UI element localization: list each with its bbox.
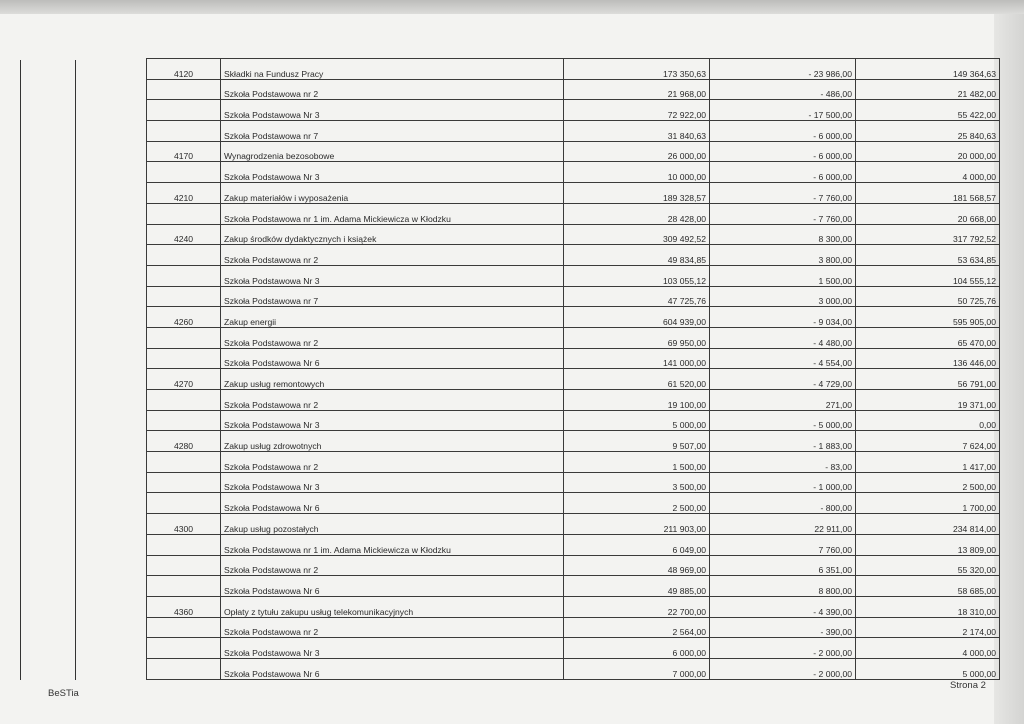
amount-before: 49 885,00 [564,576,710,597]
scan-top-shadow [0,0,1024,14]
table-row [147,307,1000,328]
item-name: Składki na Fundusz Pracy [221,59,564,80]
table-row [147,390,1000,411]
amount-before: 69 950,00 [564,327,710,348]
table-row [147,141,1000,162]
paragraph-code: 4260 [147,307,221,328]
table-row [147,183,1000,204]
table-row [147,224,1000,245]
paragraph-code [147,100,221,121]
table-row [147,658,1000,679]
amount-after: 19 371,00 [856,390,1000,411]
amount-before: 103 055,12 [564,265,710,286]
amount-change: - 6 000,00 [710,141,856,162]
item-name: Szkoła Podstawowa nr 1 im. Adama Mickiewicza w Kłodzku [221,534,564,555]
amount-after: 20 668,00 [856,203,1000,224]
amount-after: 104 555,12 [856,265,1000,286]
amount-change: 3 800,00 [710,245,856,266]
amount-after: 595 905,00 [856,307,1000,328]
amount-after: 1 417,00 [856,452,1000,473]
table-row [147,162,1000,183]
paragraph-code: 4360 [147,596,221,617]
item-name: Szkoła Podstawowa nr 7 [221,286,564,307]
table-row [147,596,1000,617]
amount-before: 5 000,00 [564,410,710,431]
amount-change: - 4 390,00 [710,596,856,617]
item-name: Zakup materiałów i wyposażenia [221,183,564,204]
item-name: Szkoła Podstawowa Nr 3 [221,100,564,121]
amount-after: 55 422,00 [856,100,1000,121]
budget-table-body [147,59,1000,680]
paragraph-code [147,79,221,100]
item-name: Szkoła Podstawowa Nr 3 [221,638,564,659]
amount-before: 7 000,00 [564,658,710,679]
table-row [147,369,1000,390]
table-row [147,555,1000,576]
amount-change: - 6 000,00 [710,121,856,142]
item-name: Szkoła Podstawowa nr 2 [221,617,564,638]
amount-after: 0,00 [856,410,1000,431]
amount-before: 211 903,00 [564,514,710,535]
paragraph-code: 4300 [147,514,221,535]
amount-after: 53 634,85 [856,245,1000,266]
amount-change: - 5 000,00 [710,410,856,431]
amount-change: - 9 034,00 [710,307,856,328]
item-name: Wynagrodzenia bezosobowe [221,141,564,162]
amount-after: 2 500,00 [856,472,1000,493]
amount-after: 20 000,00 [856,141,1000,162]
amount-after: 7 624,00 [856,431,1000,452]
table-row [147,452,1000,473]
amount-change: - 4 554,00 [710,348,856,369]
amount-change: - 4 480,00 [710,327,856,348]
table-row [147,493,1000,514]
amount-change: - 1 000,00 [710,472,856,493]
budget-table [146,58,1000,680]
amount-after: 1 700,00 [856,493,1000,514]
paragraph-code [147,265,221,286]
amount-before: 21 968,00 [564,79,710,100]
item-name: Szkoła Podstawowa nr 2 [221,452,564,473]
footer-page-number: Strona 2 [950,680,986,691]
amount-change: 3 000,00 [710,286,856,307]
paragraph-code: 4120 [147,59,221,80]
amount-after: 21 482,00 [856,79,1000,100]
amount-change: 1 500,00 [710,265,856,286]
amount-change: - 2 000,00 [710,638,856,659]
paragraph-code: 4210 [147,183,221,204]
amount-change: - 486,00 [710,79,856,100]
footer-program-name: BeSTia [48,688,79,699]
amount-change: 7 760,00 [710,534,856,555]
table-row [147,431,1000,452]
amount-before: 22 700,00 [564,596,710,617]
paragraph-code: 4240 [147,224,221,245]
paragraph-code [147,534,221,555]
amount-change: - 17 500,00 [710,100,856,121]
amount-before: 49 834,85 [564,245,710,266]
amount-before: 141 000,00 [564,348,710,369]
item-name: Zakup energii [221,307,564,328]
item-name: Zakup usług zdrowotnych [221,431,564,452]
amount-before: 72 922,00 [564,100,710,121]
amount-before: 6 000,00 [564,638,710,659]
item-name: Szkoła Podstawowa nr 2 [221,390,564,411]
paragraph-code [147,410,221,431]
amount-change: - 1 883,00 [710,431,856,452]
amount-before: 3 500,00 [564,472,710,493]
amount-before: 10 000,00 [564,162,710,183]
amount-before: 173 350,63 [564,59,710,80]
amount-change: - 7 760,00 [710,203,856,224]
amount-before: 604 939,00 [564,307,710,328]
amount-after: 13 809,00 [856,534,1000,555]
left-margin-line-1 [20,60,21,680]
amount-before: 31 840,63 [564,121,710,142]
item-name: Szkoła Podstawowa Nr 3 [221,410,564,431]
item-name: Zakup usług remontowych [221,369,564,390]
amount-after: 5 000,00 [856,658,1000,679]
item-name: Szkoła Podstawowa Nr 6 [221,348,564,369]
item-name: Szkoła Podstawowa nr 2 [221,327,564,348]
amount-change: - 2 000,00 [710,658,856,679]
table-row [147,348,1000,369]
amount-change: - 83,00 [710,452,856,473]
table-row [147,327,1000,348]
item-name: Szkoła Podstawowa nr 1 im. Adama Mickiewicza w Kłodzku [221,203,564,224]
table-row [147,79,1000,100]
item-name: Szkoła Podstawowa Nr 3 [221,265,564,286]
amount-after: 50 725,76 [856,286,1000,307]
amount-before: 47 725,76 [564,286,710,307]
paragraph-code [147,658,221,679]
item-name: Szkoła Podstawowa Nr 6 [221,493,564,514]
amount-before: 189 328,57 [564,183,710,204]
item-name: Szkoła Podstawowa nr 2 [221,555,564,576]
table-row [147,410,1000,431]
amount-after: 317 792,52 [856,224,1000,245]
table-row [147,59,1000,80]
amount-change: 8 300,00 [710,224,856,245]
table-row [147,472,1000,493]
paragraph-code [147,245,221,266]
paragraph-code [147,472,221,493]
amount-after: 65 470,00 [856,327,1000,348]
paragraph-code [147,162,221,183]
paragraph-code [147,203,221,224]
amount-change: - 800,00 [710,493,856,514]
item-name: Szkoła Podstawowa Nr 6 [221,658,564,679]
amount-change: - 23 986,00 [710,59,856,80]
item-name: Zakup usług pozostałych [221,514,564,535]
amount-before: 1 500,00 [564,452,710,473]
item-name: Szkoła Podstawowa Nr 3 [221,472,564,493]
paragraph-code [147,327,221,348]
item-name: Szkoła Podstawowa Nr 3 [221,162,564,183]
amount-change: - 6 000,00 [710,162,856,183]
amount-after: 4 000,00 [856,162,1000,183]
amount-before: 9 507,00 [564,431,710,452]
paragraph-code [147,638,221,659]
amount-before: 2 564,00 [564,617,710,638]
paragraph-code [147,493,221,514]
table-row [147,534,1000,555]
paragraph-code: 4280 [147,431,221,452]
amount-before: 309 492,52 [564,224,710,245]
amount-after: 18 310,00 [856,596,1000,617]
paragraph-code [147,452,221,473]
item-name: Szkoła Podstawowa Nr 6 [221,576,564,597]
amount-before: 61 520,00 [564,369,710,390]
amount-after: 136 446,00 [856,348,1000,369]
table-row [147,203,1000,224]
item-name: Szkoła Podstawowa nr 7 [221,121,564,142]
amount-before: 2 500,00 [564,493,710,514]
paragraph-code [147,348,221,369]
left-margin-line-2 [75,60,76,680]
amount-before: 48 969,00 [564,555,710,576]
amount-change: 6 351,00 [710,555,856,576]
amount-after: 149 364,63 [856,59,1000,80]
amount-after: 58 685,00 [856,576,1000,597]
table-row [147,514,1000,535]
table-row [147,617,1000,638]
amount-after: 55 320,00 [856,555,1000,576]
paragraph-code [147,390,221,411]
paragraph-code [147,555,221,576]
amount-before: 26 000,00 [564,141,710,162]
amount-after: 4 000,00 [856,638,1000,659]
amount-after: 234 814,00 [856,514,1000,535]
amount-before: 28 428,00 [564,203,710,224]
table-row [147,576,1000,597]
paragraph-code [147,121,221,142]
paragraph-code [147,576,221,597]
amount-change: - 4 729,00 [710,369,856,390]
paragraph-code [147,286,221,307]
paragraph-code: 4270 [147,369,221,390]
amount-change: 22 911,00 [710,514,856,535]
amount-change: 8 800,00 [710,576,856,597]
amount-after: 181 568,57 [856,183,1000,204]
paragraph-code: 4170 [147,141,221,162]
amount-before: 6 049,00 [564,534,710,555]
item-name: Zakup środków dydaktycznych i książek [221,224,564,245]
amount-after: 2 174,00 [856,617,1000,638]
item-name: Opłaty z tytułu zakupu usług telekomunikacyjnych [221,596,564,617]
table-row [147,245,1000,266]
amount-change: - 7 760,00 [710,183,856,204]
item-name: Szkoła Podstawowa nr 2 [221,79,564,100]
amount-change: - 390,00 [710,617,856,638]
table-row [147,638,1000,659]
table-row [147,286,1000,307]
table-row [147,265,1000,286]
amount-after: 25 840,63 [856,121,1000,142]
table-row [147,100,1000,121]
table-row [147,121,1000,142]
amount-before: 19 100,00 [564,390,710,411]
amount-change: 271,00 [710,390,856,411]
paragraph-code [147,617,221,638]
amount-after: 56 791,00 [856,369,1000,390]
item-name: Szkoła Podstawowa nr 2 [221,245,564,266]
